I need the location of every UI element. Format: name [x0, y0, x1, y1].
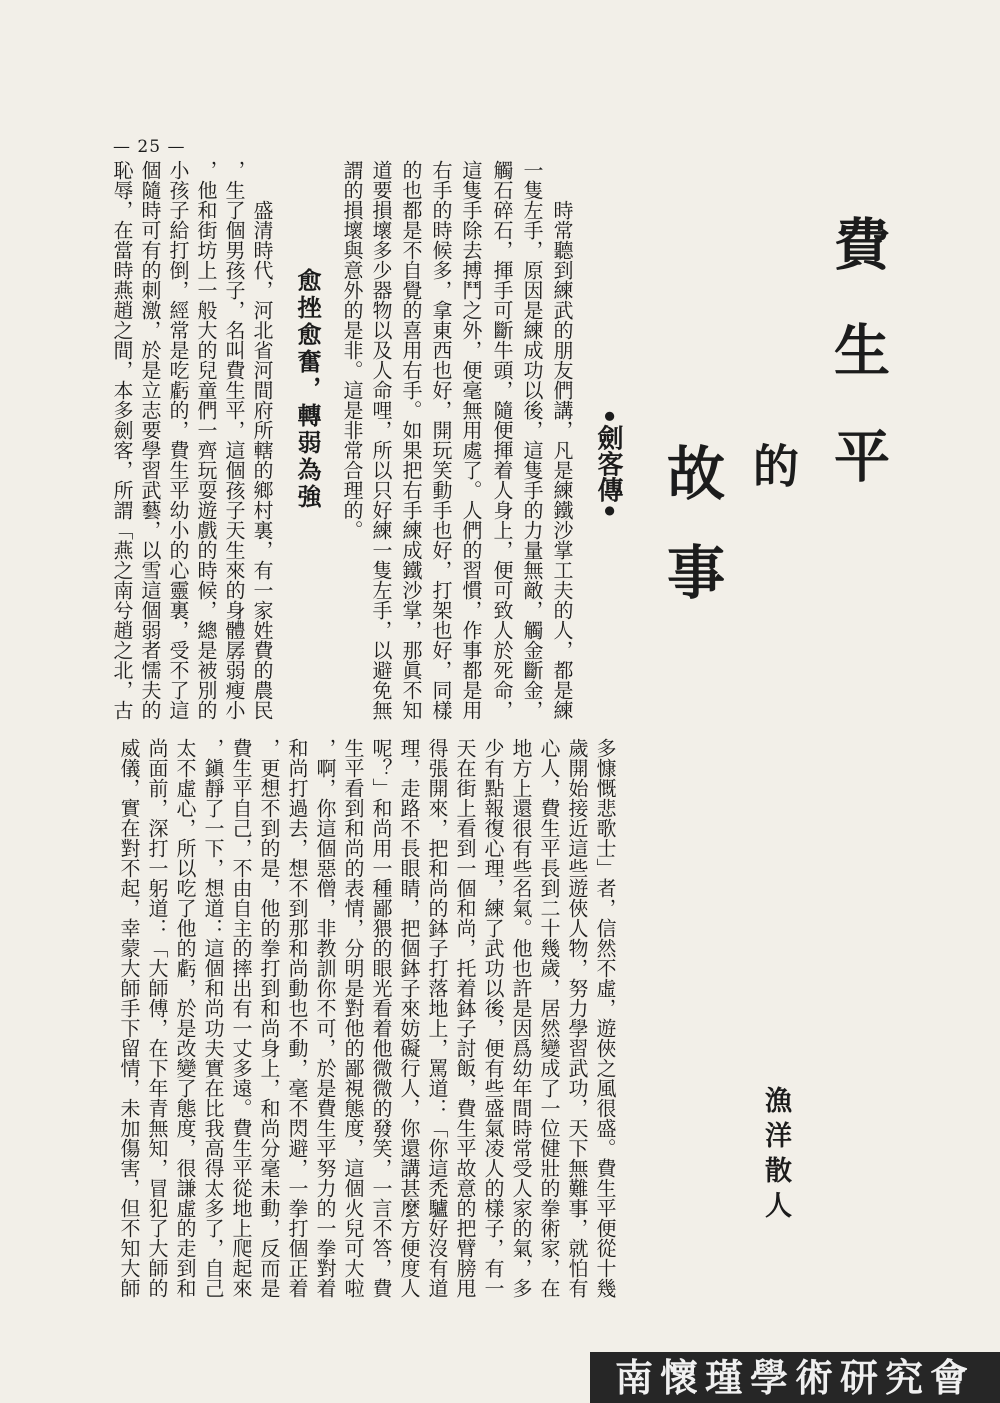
- title-part-1: 費生平: [825, 215, 891, 533]
- series-label: •劍客傳•: [593, 408, 623, 520]
- text-column: 小孩子給打倒，經常是吃虧的，費生平幼小的心靈裏，受不了這: [166, 160, 190, 720]
- text-column: 天在街上看到一個和尚，托着鉢子討飯，費生平故意的把臂膀甩: [453, 738, 477, 1298]
- text-column: 謂的損壞與意外的是非。這是非常合理的。: [340, 160, 364, 540]
- text-column: 太不虛心，所以吃了他的虧，於是改變了態度，很謙虛的走到和: [173, 738, 197, 1298]
- author-name: 漁洋散人: [760, 1086, 791, 1226]
- title-part-3: 故事: [657, 443, 725, 641]
- text-column: 右手的時候多，拿東西也好，開玩笑動手也好，打架也好，同樣: [429, 160, 453, 720]
- text-column: ，更想不到的是，他的拳打到和尚身上，和尚分毫未動，反而是: [257, 738, 281, 1298]
- text-column: ，鎭靜了一下，想道：這個和尚功夫實在比我高得太多了，自己: [201, 738, 225, 1298]
- page-number: — 25 —: [113, 137, 186, 157]
- text-column: 理，走路不長眼睛，把個鉢子來妨礙行人，你還講甚麼方便度人: [397, 738, 421, 1298]
- text-column: 觸石碎石，揮手可斷牛頭，隨便揮着人身上，便可致人於死命，: [490, 160, 514, 720]
- text-column: 多慷慨悲歌士」者，信然不虛，遊俠之風很盛。費生平便從十幾: [593, 738, 617, 1298]
- text-column: 生平看到和尚的表情，分明是對他的鄙視態度，這個火兒可大啦: [341, 738, 365, 1298]
- text-column: 的也都是不自覺的喜用右手。如果把右手練成鐵沙掌，那眞不知: [399, 160, 423, 720]
- section-heading: 愈挫愈奮，轉弱為強: [293, 268, 322, 511]
- text-column: 尚面前，深打一躬道：「大師傅，在下年青無知，冒犯了大師的: [145, 738, 169, 1298]
- text-column: 歲開始接近這些遊俠人物，努力學習武功，天下無難事，就怕有: [565, 738, 589, 1298]
- text-column: 和尚打過去，想不到那和尚動也不動，毫不閃避，一拳打個正着: [285, 738, 309, 1298]
- text-column: 盛清時代，河北省河間府所轄的鄉村裏，有一家姓費的農民: [250, 200, 274, 720]
- title-part-2: 的: [746, 442, 800, 488]
- text-column: 道要損壞多少器物以及人命哩，所以只好練一隻左手，以避免無: [369, 160, 393, 720]
- text-column: 個隨時可有的刺激，於是立志要學習武藝，以雪這個弱者懦夫的: [138, 160, 162, 720]
- text-column: 地方上還很有些名氣。他也許是因爲幼年間時常受人家的氣，多: [509, 738, 533, 1298]
- text-column: 時常聽到練武的朋友們講，凡是練鐵沙掌工夫的人，都是練: [550, 200, 574, 720]
- text-column: 得張開來，把和尚的鉢子打落地上，罵道：「你這禿驢好沒有道: [425, 738, 449, 1298]
- text-column: 心人，費生平長到二十幾歲，居然變成了一位健壯的拳術家，在: [537, 738, 561, 1298]
- text-column: ，生了個男孩子，名叫費生平，這個孩子天生來的身體孱弱瘦小: [222, 160, 246, 720]
- text-column: 威儀，實在對不起，幸蒙大師手下留情，未加傷害，但不知大師: [117, 738, 141, 1298]
- text-column: 恥辱，在當時燕趙之間，本多劍客，所謂「燕之南兮趙之北，古: [110, 160, 134, 720]
- text-column: ，他和街坊上一般大的兒童們一齊玩耍遊戲的時候，總是被別的: [194, 160, 218, 720]
- watermark-stamp: 南懷瑾學術研究會: [590, 1352, 1000, 1403]
- text-column: ，啊，你這個惡僧，非教訓你不可，於是費生平努力的一拳對着: [313, 738, 337, 1298]
- text-column: 這隻手除去搏鬥之外，便毫無用處了。人們的習慣，作事都是用: [459, 160, 483, 720]
- text-column: 一隻左手，原因是練成功以後，這隻手的力量無敵，觸金斷金，: [520, 160, 544, 720]
- text-column: 費生平自己，不由自主的摔出有一丈多遠。費生平從地上爬起來: [229, 738, 253, 1298]
- text-column: 少有點報復心理，練了武功以後，便有些盛氣凌人的樣子，有一: [481, 738, 505, 1298]
- text-column: 呢？」和尚用一種鄙猥的眼光看着他微微的發笑，一言不答，費: [369, 738, 393, 1298]
